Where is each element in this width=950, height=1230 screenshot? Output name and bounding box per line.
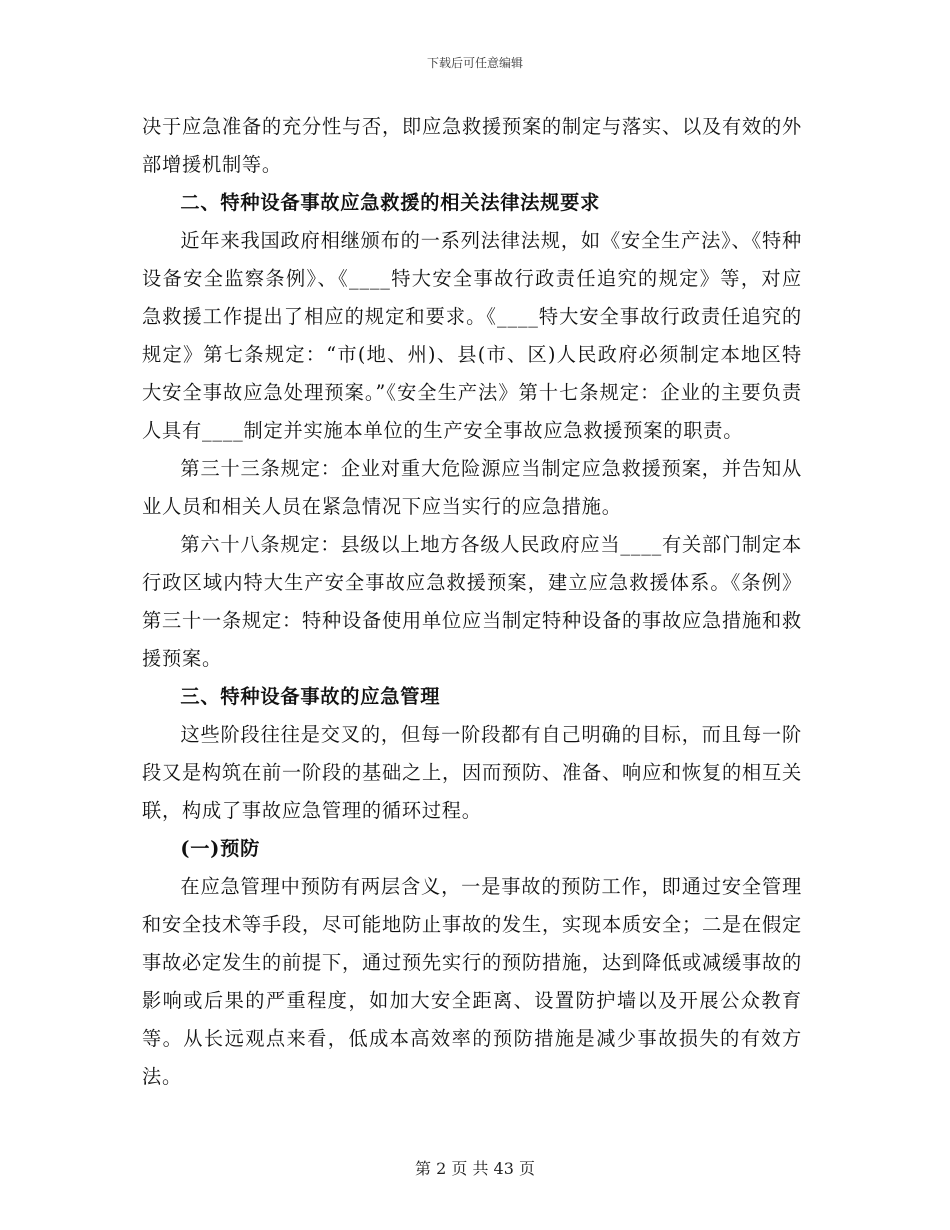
paragraph-prevention: 在应急管理中预防有两层含义，一是事故的预防工作，即通过安全管理和安全技术等手段，尽可能地防止事故的发生，实现本质安全；二是在假定事故必定发生的前提下，通过预先实行的预防措施，达到降低或减缓事故的影响或后果的严重程度，如加大安全距离、设置防护墙以及开展公众教育等。从长远观点来看，低成本高效率的预防措施是减少事故损失的有效方法。: [142, 875, 802, 1088]
paragraph-laws: 近年来我国政府相继颁布的一系列法律法规，如《安全生产法》、《特种设备安全监察条例》、《____特大安全事故行政责任追究的规定》等，对应急救援工作提出了相应的规定和要求。《____特大安全事故行政责任追究的规定》第七条规定：“市(地、州)、县(市、区)人民政府必须制定本地区特大安全事故应急处理预案。”《安全生产法》第十七条规定：企业的主要负责人具有____制定并实施本单位的生产安全事故应急救援预案的职责。: [142, 229, 802, 442]
section-heading-3: 三、特种设备事故的应急管理: [180, 685, 441, 708]
subsection-heading-prevention: (一)预防: [180, 837, 261, 860]
paragraph-article-68: 第六十八条规定：县级以上地方各级人民政府应当____有关部门制定本行政区域内特大生产安全事故应急救援预案，建立应急救援体系。《条例》第三十一条规定：特种设备使用单位应当制定特种设备的事故应急措施和救援预案。: [142, 533, 802, 670]
document-body: [142, 108, 802, 1096]
paragraph-stages: 这些阶段往往是交叉的，但每一阶段都有自己明确的目标，而且每一阶段又是构筑在前一阶段的基础之上，因而预防、准备、响应和恢复的相互关联，构成了事故应急管理的循环过程。: [142, 723, 802, 822]
page-header: 下载后可任意编辑: [426, 56, 523, 70]
section-heading-2: 二、特种设备事故应急救援的相关法律法规要求: [180, 191, 601, 214]
paragraph-continued: 决于应急准备的充分性与否，即应急救援预案的制定与落实、以及有效的外部增援机制等。: [142, 115, 802, 176]
page-number-footer: 第 2 页 共 43 页: [415, 1159, 535, 1178]
paragraph-article-33: 第三十三条规定：企业对重大危险源应当制定应急救援预案，并告知从业人员和相关人员在紧急情况下应当实行的应急措施。: [142, 457, 802, 518]
